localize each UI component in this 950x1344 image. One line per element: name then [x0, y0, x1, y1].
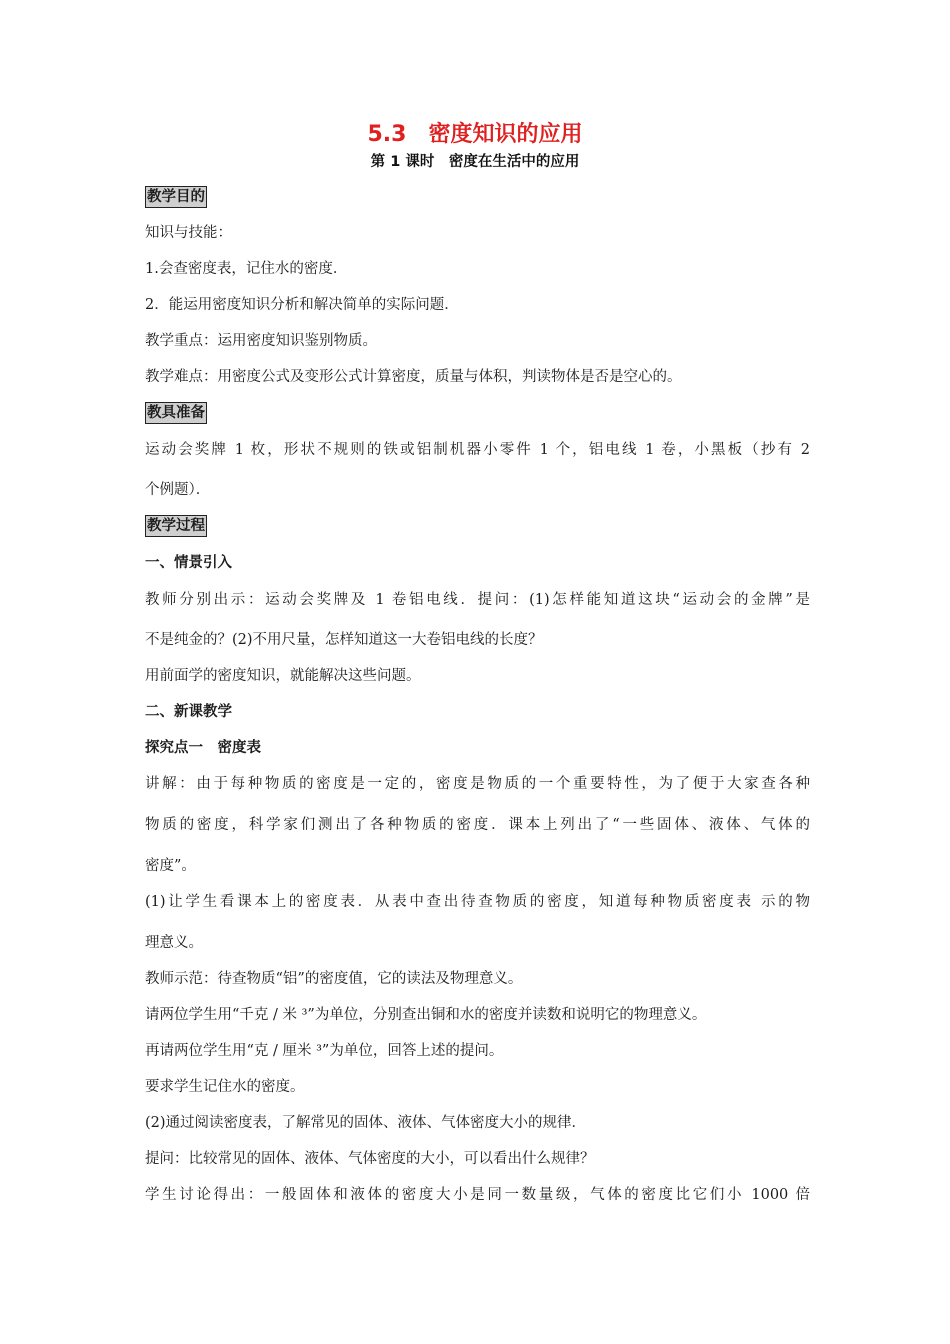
- skills-label: 知识与技能：: [145, 225, 232, 241]
- student-conclusion: 学生讨论得出：一般固体和液体的密度大小是同一数量级，气体的密度比它们小 1000 倍: [145, 1187, 810, 1203]
- explain-line-2: 物质的密度，科学家们测出了各种物质的密度．课本上列出了“一些固体、液体、气体的: [145, 817, 810, 833]
- materials-line-2: 个例题）．: [145, 482, 211, 498]
- intro-line-1: 教师分别出示：运动会奖牌及 1 卷铝电线．提问：(1)怎样能知道这块“运动会的金牌”是: [145, 592, 810, 608]
- part-heading-new-lesson: 二、新课教学: [145, 704, 232, 720]
- question: 提问：比较常见的固体、液体、气体密度的大小，可以看出什么规律？: [145, 1151, 595, 1167]
- section-heading-process: 教学过程: [145, 515, 207, 537]
- step-2: (2)通过阅读密度表，了解常见的固体、液体、气体密度大小的规律．: [145, 1115, 587, 1131]
- remember-water-density: 要求学生记住水的密度。: [145, 1079, 305, 1095]
- teacher-demo: 教师示范：待查物质“铝”的密度值，它的读法及物理意义。: [145, 971, 523, 987]
- difficulty-point: 教学难点：用密度公式及变形公式计算密度，质量与体积，判读物体是否是空心的。: [145, 369, 682, 385]
- key-point: 教学重点：运用密度知识鉴别物质。: [145, 333, 377, 349]
- part-heading-intro: 一、情景引入: [145, 555, 232, 571]
- ask-kg-unit: 请两位学生用“千克 / 米 ³”为单位，分别查出铜和水的密度并读数和说明它的物理意义。: [145, 1007, 707, 1023]
- ask-g-unit: 再请两位学生用“克 / 厘米 ³”为单位，回答上述的提问。: [145, 1043, 504, 1059]
- inquiry-point-heading: 探究点一 密度表: [145, 740, 261, 756]
- step-1-line-2: 理意义。: [145, 935, 203, 951]
- materials-line-1: 运动会奖牌 1 枚，形状不规则的铁或铝制机器小零件 1 个，铝电线 1 卷，小黑板（抄有 2: [145, 442, 810, 458]
- skill-item-2: 2．能运用密度知识分析和解决简单的实际问题．: [145, 297, 459, 313]
- intro-line-2: 不是纯金的？(2)不用尺量，怎样知道这一大卷铝电线的长度？: [145, 632, 543, 648]
- document-title: 5.3 密度知识的应用: [367, 122, 583, 147]
- section-heading-materials: 教具准备: [145, 402, 207, 424]
- intro-line-3: 用前面学的密度知识，就能解决这些问题。: [145, 668, 421, 684]
- section-heading-objectives: 教学目的: [145, 186, 207, 208]
- lesson-subtitle: 第 1 课时 密度在生活中的应用: [370, 154, 580, 170]
- skill-item-1: 1.会查密度表，记住水的密度．: [145, 261, 348, 277]
- explain-line-1: 讲解：由于每种物质的密度是一定的，密度是物质的一个重要特性，为了便于大家查各种: [145, 776, 810, 792]
- explain-line-3: 密度”。: [145, 858, 196, 874]
- step-1-line-1: (1)让学生看课本上的密度表．从表中查出待查物质的密度，知道每种物质密度表 示的物: [145, 894, 810, 910]
